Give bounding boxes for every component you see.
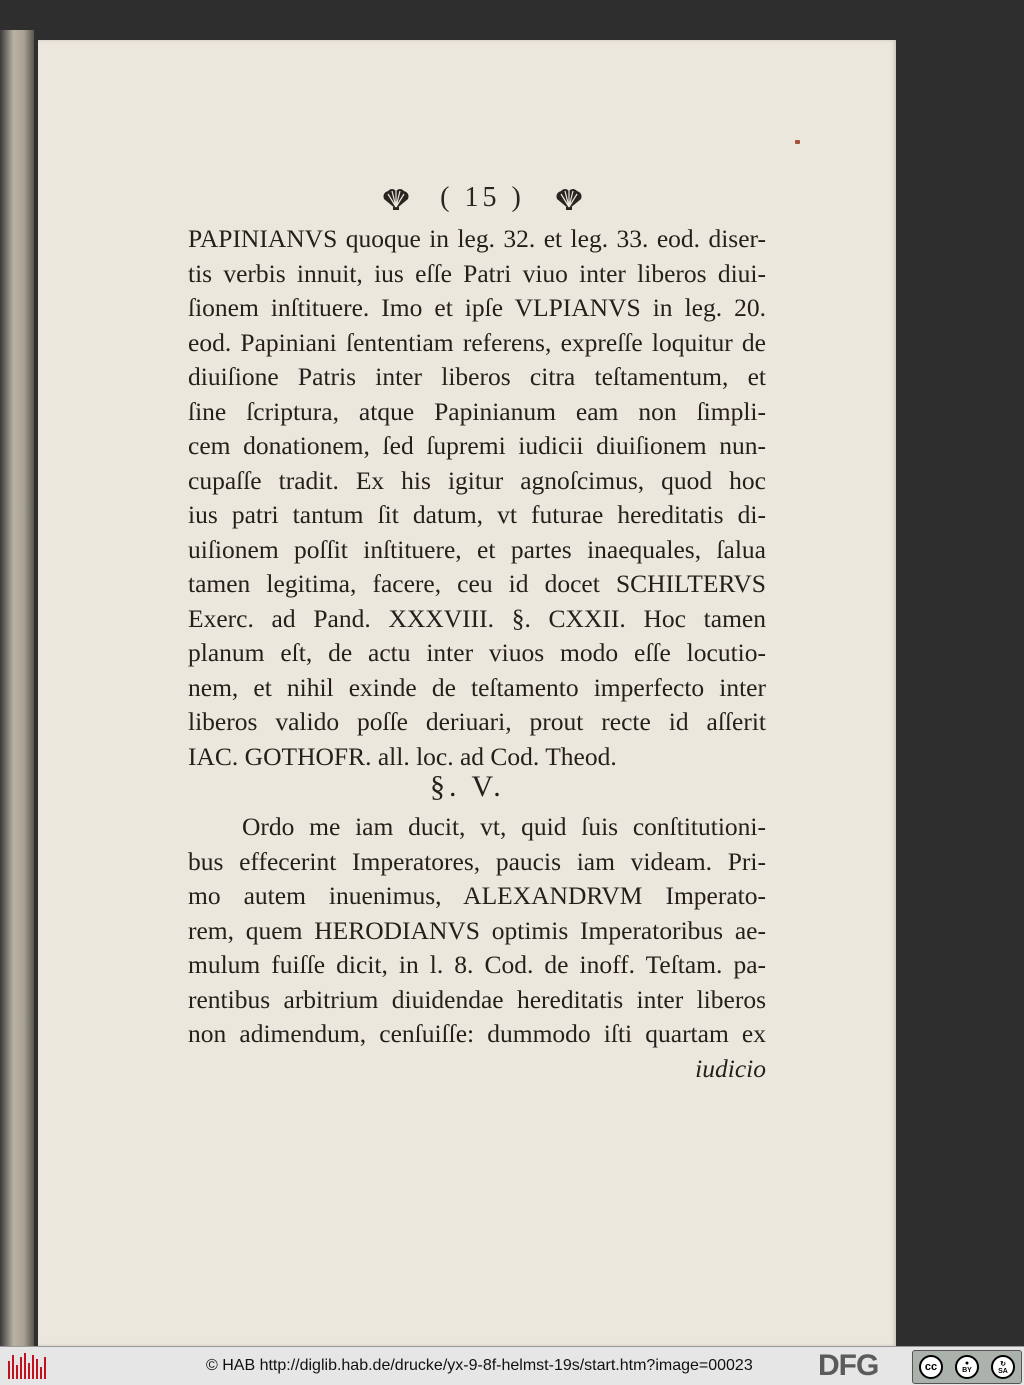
dfg-logo[interactable]: DFG [818,1349,879,1382]
text-line: uiſionem poſſit inſtituere, et partes inaequales, ſalua [188,534,766,564]
text-line: cem donationem, ſed ſupremi iudicii diuiſionem nun- [188,431,766,460]
viewer-footer [0,1346,1024,1385]
text-line: ius patri tantum ſit datum, vt futurae hereditatis di- [188,500,766,529]
text-line: Ordo me iam ducit, vt, quid ſuis conſtitutioni- [242,812,766,841]
paragraph-1 [188,222,766,774]
page-header [380,178,585,218]
text-line: PAPINIANVS quoque in leg. 32. et leg. 33. eod. diser- [188,224,766,253]
text-line: IAC. GOTHOFR. all. loc. ad Cod. Theod. [188,741,617,771]
cc-icon: cc [919,1355,943,1379]
adjacent-page-edge [0,30,34,1346]
copyright-link[interactable]: © HAB http://diglib.hab.de/drucke/yx-9-8f-helmst-19s/start.htm?image=00023 [206,1357,753,1374]
text-line: eod. Papiniani ſententiam referens, expreſſe loquitur de [188,327,766,357]
text-line: ſionem inſtituere. Imo et ipſe VLPIANVS in leg. 20. [188,293,766,322]
page-number: ( 15 ) [440,182,525,213]
text-line: rentibus arbitrium diuidendae hereditatis inter liberos [188,984,766,1014]
text-line: liberos valido poſſe deriuari, prout recte id aſſerit [188,707,766,736]
text-line: ſine ſcriptura, atque Papinianum eam non ſimpli- [188,396,766,426]
catchword: iudicio [695,1053,766,1083]
section-heading: §. V. [430,770,505,803]
fleuron-right-icon [553,185,585,211]
sa-icon: ↻ SA [991,1355,1015,1379]
paper-speck [795,140,800,144]
text-line: mo autem inuenimus, ALEXANDRVM Imperato- [188,881,766,910]
text-line: diuiſione Patris inter liberos citra teſtamentum, et [188,362,766,391]
text-line: non adimendum, cenſuiſſe: dummodo iſti quartam ex [188,1019,766,1048]
text-line: cupaſſe tradit. Ex his igitur agnoſcimus, quod hoc [188,465,766,495]
text-line: Exerc. ad Pand. XXXVIII. §. CXXII. Hoc tamen [188,603,766,633]
text-line: rem, quem HERODIANVS optimis Imperatoribus ae- [188,915,766,945]
by-icon: ● BY [955,1355,979,1379]
paragraph-2 [188,810,766,1086]
text-line: mulum fuiſſe dicit, in l. 8. Cod. de inoff. Teſtam. pa- [188,950,766,979]
text-line: nem, et nihil exinde de teſtamento imperfecto inter [188,672,766,702]
text-line: bus effecerint Imperatores, paucis iam videam. Pri- [188,846,766,876]
cc-license-badge[interactable] [912,1350,1022,1384]
text-line: tamen legitima, facere, ceu id docet SCHILTERVS [188,569,766,598]
text-line: tis verbis innuit, ius eſſe Patri viuo inter liberos diui- [188,258,766,288]
text-line: planum eſt, de actu inter viuos modo eſſe locutio- [188,638,766,667]
hab-logo-icon[interactable] [8,1353,46,1379]
fleuron-left-icon [380,185,412,211]
